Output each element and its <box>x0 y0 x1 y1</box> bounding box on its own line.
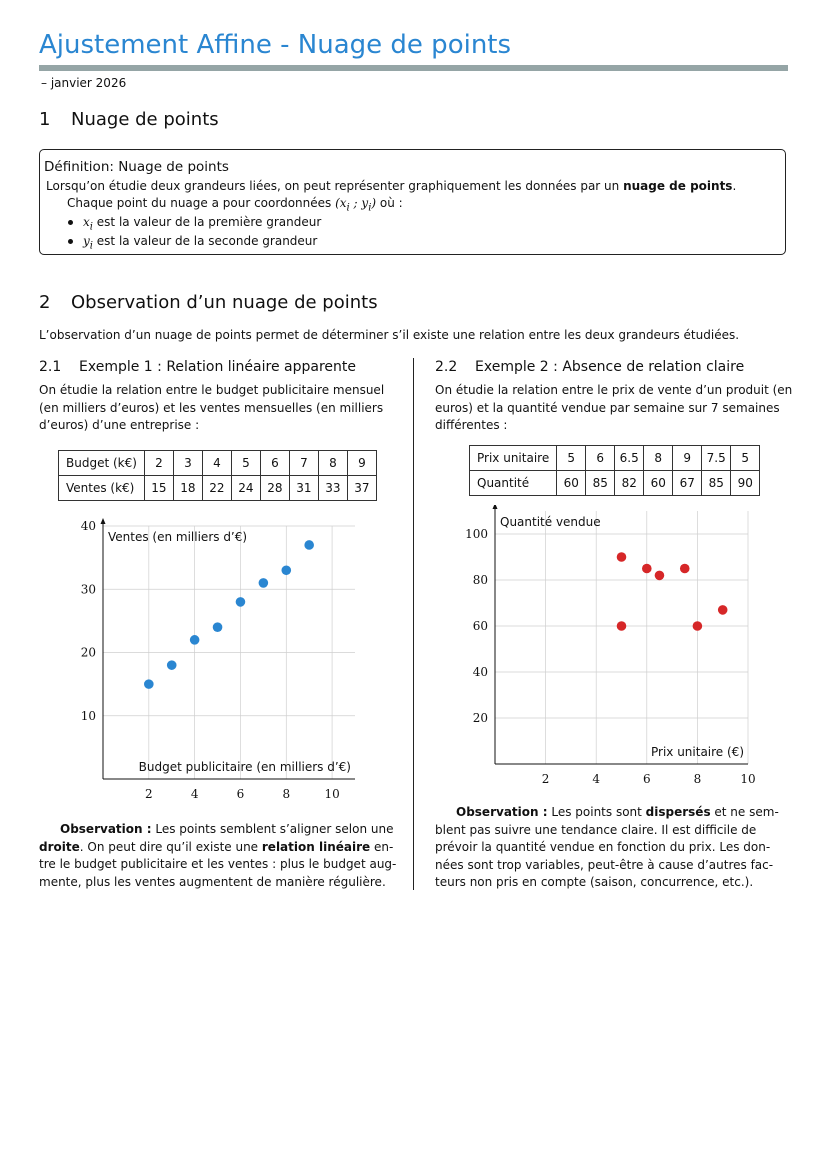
x-tick-label: 4 <box>190 787 199 801</box>
math-var: y <box>83 234 90 248</box>
table-cell: 31 <box>289 476 318 501</box>
data-point <box>167 660 177 670</box>
table-cell: 9 <box>673 446 702 471</box>
data-point <box>693 621 703 631</box>
text-span: Les points sont <box>547 805 646 819</box>
text-line: d’euros) d’une entreprise : <box>39 418 200 432</box>
text-line: mente, plus les ventes augmentent de manière régulière. <box>39 874 386 889</box>
y-tick-label: 80 <box>472 573 488 587</box>
table-cell: 7.5 <box>702 446 731 471</box>
math-part: (x <box>335 196 347 210</box>
y-axis-arrow-icon <box>493 505 498 509</box>
table-cell: 7 <box>289 451 318 476</box>
math-sub: i <box>89 221 93 233</box>
table-cell: 4 <box>202 451 231 476</box>
text-line: nées sont trop variables, peut-être à cause d’autres fac- <box>435 857 774 872</box>
y-axis-arrow-icon <box>101 518 106 524</box>
title-rule <box>39 65 788 71</box>
table-cell: 15 <box>144 476 173 501</box>
y-axis-label: Quantité vendue <box>500 515 601 529</box>
subsection-number: 2.2 <box>435 359 458 375</box>
table-row <box>470 471 760 496</box>
example-2-observation <box>435 804 788 892</box>
table-cell: 60 <box>557 471 586 496</box>
table-cell: 85 <box>586 471 615 496</box>
table-cell: 85 <box>702 471 731 496</box>
math-part: ; y <box>349 196 369 210</box>
bold-term: relation linéaire <box>261 839 371 854</box>
table-cell: 5 <box>731 446 760 471</box>
table-row <box>59 451 377 476</box>
y-tick-label: 100 <box>465 527 488 541</box>
text-line: teurs non pris en compte (saison, concurrence, etc.). <box>435 875 754 889</box>
table-cell: 5 <box>557 446 586 471</box>
text-line <box>39 839 392 857</box>
data-point <box>259 578 269 588</box>
data-point <box>190 635 200 645</box>
subsection-number: 2.1 <box>39 359 62 375</box>
data-point <box>144 679 154 689</box>
text-span: où : <box>376 196 403 210</box>
section-number: 2 <box>39 292 51 313</box>
text-span: et ne sem- <box>710 805 779 819</box>
table-cell: 8 <box>644 446 673 471</box>
table-cell: 90 <box>731 471 760 496</box>
text-line: euros) et la quantité vendue par semaine sur 7 semaines <box>435 400 780 415</box>
table-cell: 82 <box>615 471 644 496</box>
bold-term: dispersés <box>645 805 711 819</box>
definition-bullet-1 <box>68 215 321 232</box>
column-separator <box>413 358 414 890</box>
y-axis-label: Ventes (en milliers d’€) <box>108 530 248 544</box>
x-axis-label: Prix unitaire (€) <box>650 745 744 759</box>
definition-box <box>39 149 786 255</box>
table-row-label: Quantité <box>470 471 557 496</box>
example-2-heading <box>435 359 744 375</box>
text-span: . <box>732 179 737 193</box>
text-span: Lorsqu’on étudie deux grandeurs liées, on peut représenter graphiquement les données par un <box>46 179 624 193</box>
section-2-intro: L’observation d’un nuage de points permet de déterminer s’il existe une relation entre les deux grandeurs étudiées. <box>39 328 740 342</box>
table-cell: 9 <box>347 451 376 476</box>
page-title: Ajustement Affine - Nuage de points <box>39 30 512 60</box>
table-cell: 6.5 <box>615 446 644 471</box>
section-title: Observation d’un nuage de points <box>71 292 378 313</box>
table-cell: 33 <box>318 476 347 501</box>
data-point <box>655 571 665 581</box>
data-point <box>617 621 627 631</box>
section-number: 1 <box>39 109 51 130</box>
bold-term: nuage de points <box>623 179 733 193</box>
text-span: est la valeur de la seconde grandeur <box>92 234 318 248</box>
text-span: . On peut dire qu’il existe une <box>79 839 262 854</box>
page-date: – janvier 2026 <box>41 76 127 90</box>
data-point <box>236 597 246 607</box>
data-point <box>718 605 728 615</box>
section-title: Nuage de points <box>71 109 219 130</box>
table-row-label: Prix unitaire <box>470 446 557 471</box>
data-point <box>281 565 291 575</box>
text-line: tre le budget publicitaire et les ventes : plus le budget aug- <box>39 857 397 871</box>
text-span: Les points semblent s’aligner selon une <box>151 822 394 836</box>
math-part: ) <box>371 196 377 210</box>
x-tick-label: 8 <box>282 787 291 801</box>
table-cell: 67 <box>673 471 702 496</box>
coordinates-math <box>335 196 377 214</box>
x-tick-label: 2 <box>144 787 153 801</box>
table-row-label: Ventes (k€) <box>59 476 145 501</box>
x-tick-label: 2 <box>541 772 550 786</box>
data-point <box>617 552 627 562</box>
x-tick-label: 6 <box>642 772 651 786</box>
example-1-heading <box>39 359 356 375</box>
table-cell: 3 <box>173 451 202 476</box>
x-tick-label: 6 <box>236 787 245 801</box>
x-axis-label: Budget publicitaire (en milliers d’€) <box>138 760 351 774</box>
text-line: On étudie la relation entre le prix de vente d’un produit (en <box>435 383 793 397</box>
text-line: (en milliers d’euros) et les ventes mensuelles (en milliers <box>39 400 384 415</box>
scatter-chart-price-quantity <box>455 505 765 795</box>
price-quantity-table <box>469 445 760 496</box>
x-tick-label: 10 <box>740 772 756 786</box>
text-line <box>39 821 392 839</box>
budget-sales-table <box>58 450 377 501</box>
y-tick-label: 20 <box>472 711 488 725</box>
text-line: blent pas suivre une tendance claire. Il est difficile de <box>435 822 757 837</box>
math-sub: i <box>89 240 93 252</box>
table-cell: 60 <box>644 471 673 496</box>
x-tick-label: 10 <box>324 787 340 801</box>
data-point <box>680 564 690 574</box>
y-tick-label: 10 <box>80 708 96 723</box>
y-tick-label: 40 <box>80 519 96 533</box>
scatter-chart-budget-sales <box>60 515 370 805</box>
definition-bullet-2 <box>68 234 317 251</box>
bold-term: droite <box>39 839 80 854</box>
math-var: x <box>83 215 90 229</box>
table-cell: 18 <box>173 476 202 501</box>
example-1-observation <box>39 821 397 891</box>
text-line <box>435 804 788 822</box>
data-point <box>304 540 314 550</box>
example-2-intro <box>435 382 792 435</box>
bullet-icon <box>68 220 73 225</box>
table-cell: 28 <box>260 476 289 501</box>
subsection-title: Exemple 1 : Relation linéaire apparente <box>79 359 356 375</box>
table-cell: 2 <box>144 451 173 476</box>
data-point <box>213 622 223 632</box>
table-cell: 6 <box>586 446 615 471</box>
table-cell: 24 <box>231 476 260 501</box>
text-line: On étudie la relation entre le budget publicitaire mensuel <box>39 383 385 397</box>
table-cell: 5 <box>231 451 260 476</box>
example-1-intro <box>39 382 384 435</box>
text-span: Chaque point du nuage a pour coordonnées <box>67 196 336 210</box>
subsection-title: Exemple 2 : Absence de relation claire <box>475 359 745 375</box>
table-cell: 22 <box>202 476 231 501</box>
table-cell: 8 <box>318 451 347 476</box>
math-sub: i <box>368 202 372 214</box>
y-tick-label: 40 <box>472 665 488 679</box>
y-tick-label: 60 <box>472 619 488 633</box>
y-tick-label: 30 <box>80 582 96 597</box>
x-tick-label: 8 <box>693 772 702 786</box>
table-row-label: Budget (k€) <box>59 451 145 476</box>
definition-title: Définition: Nuage de points <box>44 159 229 175</box>
definition-line-2 <box>67 196 403 213</box>
observation-label: Observation : <box>60 822 152 836</box>
y-tick-label: 20 <box>80 645 96 660</box>
table-cell: 6 <box>260 451 289 476</box>
table-cell: 37 <box>347 476 376 501</box>
section-2-heading <box>39 292 378 313</box>
text-span: en- <box>370 839 394 854</box>
math-sub: i <box>346 202 350 214</box>
text-line: différentes : <box>435 418 508 432</box>
x-tick-label: 4 <box>592 772 601 786</box>
text-line: prévoir la quantité vendue en fonction du prix. Les don- <box>435 840 771 854</box>
observation-label: Observation : <box>456 805 548 819</box>
table-row <box>59 476 377 501</box>
table-row <box>470 446 760 471</box>
text-span: est la valeur de la première grandeur <box>92 215 322 229</box>
section-1-heading <box>39 109 219 130</box>
bullet-icon <box>68 239 73 244</box>
definition-line-1 <box>46 179 736 193</box>
data-point <box>642 564 652 574</box>
